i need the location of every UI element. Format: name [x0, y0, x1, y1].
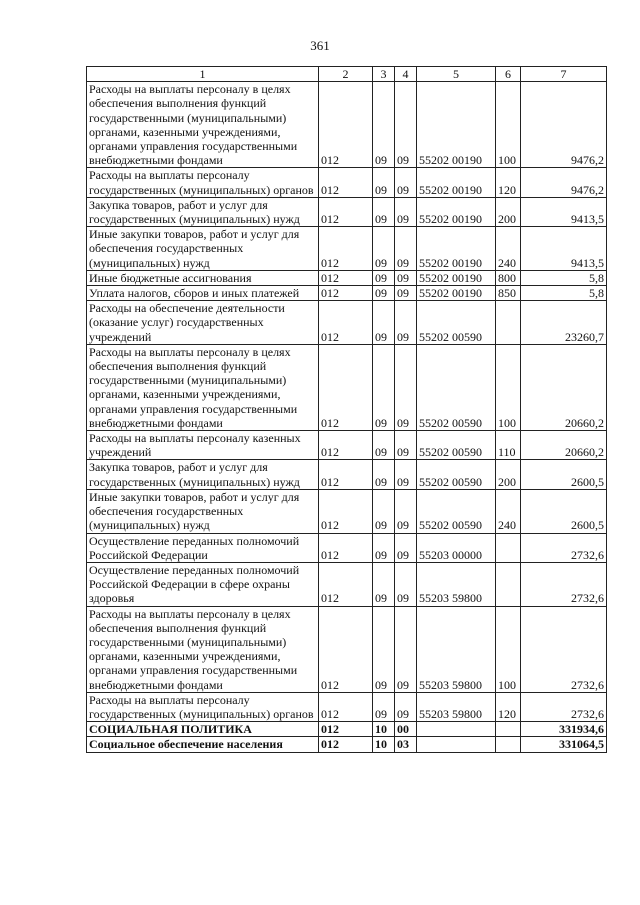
expense-type-cell: 120 — [496, 168, 521, 197]
section-cell: 09 — [373, 301, 395, 345]
row-name-cell: Расходы на выплаты персоналу государственных (муниципальных) органов — [87, 692, 319, 721]
header-cell: 1 — [87, 67, 319, 82]
subsection-cell: 09 — [395, 270, 417, 285]
table-row — [87, 737, 607, 752]
row-name-cell: Осуществление переданных полномочий Российской Федерации в сфере охраны здоровья — [87, 562, 319, 606]
expense-type-cell: 240 — [496, 227, 521, 271]
table-row — [87, 344, 607, 430]
subsection-cell: 09 — [395, 344, 417, 430]
section-cell: 09 — [373, 460, 395, 489]
target-article-cell: 55203 59800 — [417, 606, 496, 692]
subsection-cell: 09 — [395, 82, 417, 168]
amount-cell: 331934,6 — [521, 722, 607, 737]
target-article-cell: 55202 00190 — [417, 227, 496, 271]
expense-type-cell — [496, 737, 521, 752]
subsection-cell: 09 — [395, 533, 417, 562]
target-article-cell: 55202 00590 — [417, 460, 496, 489]
amount-cell: 2732,6 — [521, 533, 607, 562]
expense-type-cell: 240 — [496, 489, 521, 533]
amount-cell: 2732,6 — [521, 692, 607, 721]
expense-type-cell: 850 — [496, 286, 521, 301]
amount-cell: 2732,6 — [521, 562, 607, 606]
table-row — [87, 431, 607, 460]
subsection-cell: 00 — [395, 722, 417, 737]
admin-code-cell: 012 — [319, 562, 373, 606]
subsection-cell: 09 — [395, 227, 417, 271]
page-number: 361 — [310, 38, 330, 53]
amount-cell: 2600,5 — [521, 460, 607, 489]
row-name-cell: Расходы на выплаты персоналу государственных (муниципальных) органов — [87, 168, 319, 197]
table-body — [87, 82, 607, 752]
expense-type-cell: 100 — [496, 82, 521, 168]
table-row — [87, 286, 607, 301]
table-row — [87, 692, 607, 721]
header-cell: 2 — [319, 67, 373, 82]
table-row — [87, 722, 607, 737]
subsection-cell: 09 — [395, 606, 417, 692]
target-article-cell: 55202 00190 — [417, 168, 496, 197]
section-cell: 09 — [373, 533, 395, 562]
amount-cell: 5,8 — [521, 286, 607, 301]
table-row — [87, 82, 607, 168]
admin-code-cell: 012 — [319, 460, 373, 489]
table-row — [87, 301, 607, 345]
row-name-cell: Социальное обеспечение населения — [87, 737, 319, 752]
admin-code-cell: 012 — [319, 270, 373, 285]
subsection-cell: 09 — [395, 562, 417, 606]
header-cell: 3 — [373, 67, 395, 82]
admin-code-cell: 012 — [319, 82, 373, 168]
section-cell: 09 — [373, 286, 395, 301]
row-name-cell: Уплата налогов, сборов и иных платежей — [87, 286, 319, 301]
amount-cell: 9413,5 — [521, 197, 607, 226]
section-cell: 09 — [373, 489, 395, 533]
subsection-cell: 09 — [395, 692, 417, 721]
amount-cell: 2600,5 — [521, 489, 607, 533]
admin-code-cell: 012 — [319, 737, 373, 752]
expense-type-cell: 120 — [496, 692, 521, 721]
expense-type-cell: 200 — [496, 460, 521, 489]
amount-cell: 9413,5 — [521, 227, 607, 271]
admin-code-cell: 012 — [319, 533, 373, 562]
row-name-cell: Осуществление переданных полномочий Российской Федерации — [87, 533, 319, 562]
subsection-cell: 09 — [395, 168, 417, 197]
table-row — [87, 270, 607, 285]
section-cell: 09 — [373, 82, 395, 168]
admin-code-cell: 012 — [319, 606, 373, 692]
section-cell: 10 — [373, 737, 395, 752]
admin-code-cell: 012 — [319, 722, 373, 737]
section-cell: 09 — [373, 431, 395, 460]
section-cell: 09 — [373, 692, 395, 721]
admin-code-cell: 012 — [319, 286, 373, 301]
admin-code-cell: 012 — [319, 227, 373, 271]
target-article-cell — [417, 737, 496, 752]
expense-type-cell: 800 — [496, 270, 521, 285]
header-row — [87, 67, 607, 82]
budget-table — [86, 66, 607, 753]
admin-code-cell: 012 — [319, 301, 373, 345]
header-cell: 4 — [395, 67, 417, 82]
expense-type-cell — [496, 562, 521, 606]
table-row — [87, 533, 607, 562]
row-name-cell: Закупка товаров, работ и услуг для государственных (муниципальных) нужд — [87, 197, 319, 226]
amount-cell: 331064,5 — [521, 737, 607, 752]
expense-type-cell: 100 — [496, 606, 521, 692]
amount-cell: 9476,2 — [521, 168, 607, 197]
table-row — [87, 227, 607, 271]
row-name-cell: Иные бюджетные ассигнования — [87, 270, 319, 285]
header-cell: 6 — [496, 67, 521, 82]
target-article-cell: 55203 00000 — [417, 533, 496, 562]
amount-cell: 9476,2 — [521, 82, 607, 168]
admin-code-cell: 012 — [319, 197, 373, 226]
subsection-cell: 03 — [395, 737, 417, 752]
section-cell: 09 — [373, 344, 395, 430]
target-article-cell: 55203 59800 — [417, 562, 496, 606]
amount-cell: 20660,2 — [521, 431, 607, 460]
row-name-cell: Иные закупки товаров, работ и услуг для обеспечения государственных (муниципальных) нужд — [87, 227, 319, 271]
target-article-cell: 55202 00590 — [417, 489, 496, 533]
amount-cell: 2732,6 — [521, 606, 607, 692]
target-article-cell: 55202 00190 — [417, 270, 496, 285]
target-article-cell: 55202 00190 — [417, 286, 496, 301]
admin-code-cell: 012 — [319, 168, 373, 197]
row-name-cell: Расходы на выплаты персоналу казенных учреждений — [87, 431, 319, 460]
subsection-cell: 09 — [395, 286, 417, 301]
table-row — [87, 562, 607, 606]
subsection-cell: 09 — [395, 460, 417, 489]
section-cell: 10 — [373, 722, 395, 737]
table-row — [87, 168, 607, 197]
table-row — [87, 197, 607, 226]
row-name-cell: Закупка товаров, работ и услуг для государственных (муниципальных) нужд — [87, 460, 319, 489]
section-cell: 09 — [373, 227, 395, 271]
target-article-cell: 55202 00590 — [417, 431, 496, 460]
expense-type-cell — [496, 301, 521, 345]
section-cell: 09 — [373, 168, 395, 197]
row-name-cell: Расходы на выплаты персоналу в целях обеспечения выполнения функций государственными (муниципальными) органами, казенными учреждениями, органами управления государственными внебюджетными фондами — [87, 82, 319, 168]
header-cell: 7 — [521, 67, 607, 82]
expense-type-cell: 100 — [496, 344, 521, 430]
table-row — [87, 489, 607, 533]
amount-cell: 5,8 — [521, 270, 607, 285]
row-name-cell: Расходы на выплаты персоналу в целях обеспечения выполнения функций государственными (муниципальными) органами, казенными учреждениями, органами управления государственными внебюджетными фондами — [87, 606, 319, 692]
row-name-cell: Расходы на обеспечение деятельности (оказание услуг) государственных учреждений — [87, 301, 319, 345]
expense-type-cell: 110 — [496, 431, 521, 460]
row-name-cell: СОЦИАЛЬНАЯ ПОЛИТИКА — [87, 722, 319, 737]
section-cell: 09 — [373, 606, 395, 692]
expense-type-cell — [496, 533, 521, 562]
section-cell: 09 — [373, 270, 395, 285]
admin-code-cell: 012 — [319, 692, 373, 721]
expense-type-cell — [496, 722, 521, 737]
target-article-cell — [417, 722, 496, 737]
subsection-cell: 09 — [395, 197, 417, 226]
target-article-cell: 55202 00190 — [417, 82, 496, 168]
admin-code-cell: 012 — [319, 431, 373, 460]
header-cell: 5 — [417, 67, 496, 82]
subsection-cell: 09 — [395, 489, 417, 533]
target-article-cell: 55202 00590 — [417, 301, 496, 345]
section-cell: 09 — [373, 197, 395, 226]
admin-code-cell: 012 — [319, 489, 373, 533]
table-row — [87, 460, 607, 489]
row-name-cell: Расходы на выплаты персоналу в целях обеспечения выполнения функций государственными (муниципальными) органами, казенными учреждениями, органами управления государственными внебюджетными фондами — [87, 344, 319, 430]
target-article-cell: 55202 00590 — [417, 344, 496, 430]
expense-type-cell: 200 — [496, 197, 521, 226]
target-article-cell: 55203 59800 — [417, 692, 496, 721]
amount-cell: 23260,7 — [521, 301, 607, 345]
table-row — [87, 606, 607, 692]
admin-code-cell: 012 — [319, 344, 373, 430]
subsection-cell: 09 — [395, 301, 417, 345]
section-cell: 09 — [373, 562, 395, 606]
target-article-cell: 55202 00190 — [417, 197, 496, 226]
amount-cell: 20660,2 — [521, 344, 607, 430]
row-name-cell: Иные закупки товаров, работ и услуг для обеспечения государственных (муниципальных) нужд — [87, 489, 319, 533]
subsection-cell: 09 — [395, 431, 417, 460]
